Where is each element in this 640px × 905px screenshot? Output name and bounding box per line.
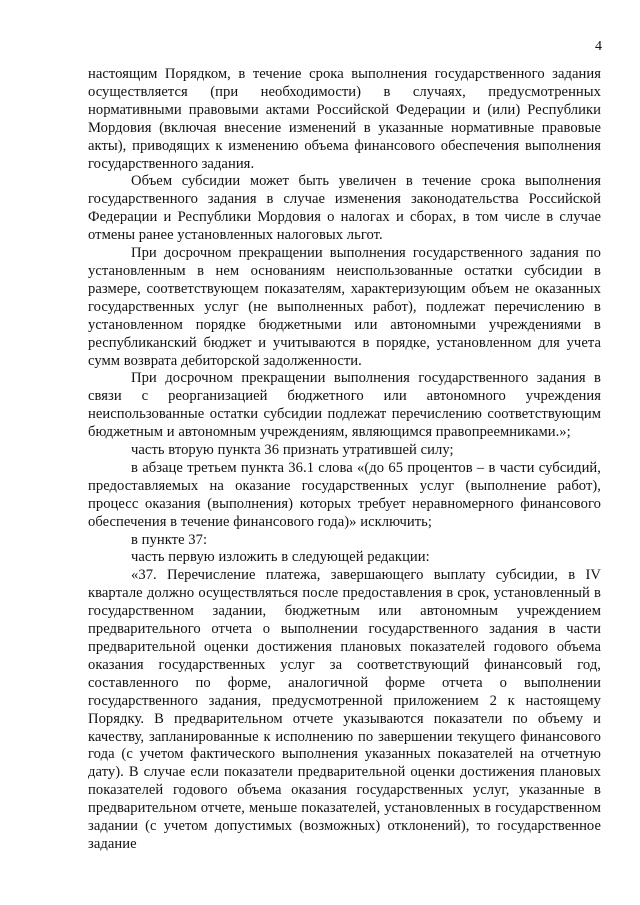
paragraph-subsidy-increase: Объем субсидии может быть увеличен в течение срока выполнения государственного задания в случае изменения законодательства Российской Федерации и Республики Мордовия о налогах и сборах, в том числе в случае отмены ранее установленных налоговых льгот.: [88, 173, 601, 244]
paragraph-item-37: в пункте 37:: [131, 531, 208, 548]
document-body: [88, 66, 601, 854]
paragraph-reorganization: При досрочном прекращении выполнения государственного задания в связи с реорганизацией бюджетного или автономного учреждения неиспользованные остатки субсидии подлежат перечислению соответствующим бюджетным и автономным учреждениям, являющимся правопреемниками.»;: [88, 370, 601, 441]
paragraph-amendment-36: часть вторую пункта 36 признать утратившей силу;: [131, 442, 454, 459]
paragraph-early-termination: При досрочном прекращении выполнения государственного задания по установленным в нем основаниям неиспользованные остатки субсидии в размере, соответствующем показателям, характеризующим объем не оказанных государственных услуг (не выполненных работ), подлежат перечислению в установленном порядке бюджетными или автономными учреждениями в республиканский бюджет и учитываются в порядке, установленном для учета сумм возврата дебиторской задолженности.: [88, 245, 601, 369]
paragraph-continuation: настоящим Порядком, в течение срока выполнения государственного задания осуществляется (при необходимости) в случаях, предусмотренных нормативными правовыми актами Российской Федерации и (или) Республики Мордовия (включая внесение изменений в указанные нормативные правовые акты), приводящих к изменению объема финансового обеспечения выполнения государственного задания.: [88, 66, 601, 172]
paragraph-item-37-text: «37. Перечисление платежа, завершающего выплату субсидии, в IV квартале должно осуществляться после предоставления в срок, установленный в государственном задании, бюджетным или автономным учреждением предварительного отчета о выполнении государственного задания в части предварительной оценки достижения плановых показателей годового объема оказания государственных услуг за соответствующий финансовый год, составленного по форме, аналогичной форме отчета о выполнении государственного задания, предусмотренной приложением 2 к настоящему Порядку. В предварительном отчете указываются показатели по объему и качеству, запланированные к исполнению по завершении текущего финансового года (с учетом фактического выполнения указанных показателей на отчетную дату). В случае если показатели предварительной оценки достижения плановых показателей годового объема оказания государственных услуг, указанные в предварительном отчете, меньше показателей, установленных в государственном задании (с учетом допустимых (возможных) отклонений), то государственное задание: [88, 567, 601, 852]
paragraph-new-wording: часть первую изложить в следующей редакции:: [131, 549, 430, 566]
paragraph-amendment-36-1: в абзаце третьем пункта 36.1 слова «(до 65 процентов – в части субсидий, предоставляемых на оказание государственных услуг (выполнение работ), процесс оказания (выполнения) которых требует неравномерного финансового обеспечения в течение финансового года)» исключить;: [88, 459, 601, 530]
page-number: 4: [595, 39, 602, 54]
